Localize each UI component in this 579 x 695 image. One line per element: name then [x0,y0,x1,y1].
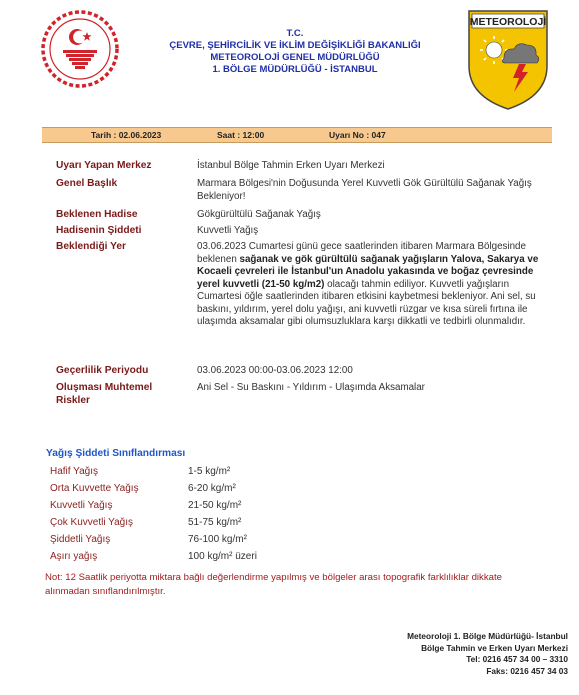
ministry-header [130,28,460,76]
footer-contact [407,631,568,677]
place-text-2: olacağı tahmin ediliyor. Kuvvetli yağışların Cumartesi öğle saatlerinden itibaren etkisini kaybetmesi bekleniyor. Ani sel, su baskını, yıldırım, yerel dolu yağışı, ani kuvvetli rüzgar ve kısa süreli fırtına ile ulaşımda aksamalar gibi olumsuzluklara karşı dikkatli ve tedbirli olunmalıdır. [197,278,536,327]
footer-fax: Faks: 0216 457 34 03 [486,665,568,676]
event-value: Gökgürültülü Sağanak Yağış [197,209,321,220]
class-name: Orta Kuvvette Yağış [50,483,139,494]
class-name: Şiddetli Yağış [50,534,111,545]
place-label: Beklendiği Yer [56,241,127,252]
center-value: İstanbul Bölge Tahmin Erken Uyarı Merkezi [197,160,385,171]
header-line-4: 1. BÖLGE MÜDÜRLÜĞÜ - İSTANBUL [212,64,378,75]
place-text-1: 03.06.2023 Cumartesi günü gece saatlerinden itibaren Marmara Bölgesinde beklenen [197,241,526,265]
classification-note: Not: 12 Saatlik periyotta miktara bağlı değerlendirme yapılmış ve bölgeler arası topografik farklılıklar dikkate alınmadan sınıflandırılmıştır. [45,572,502,597]
ministry-logo [41,10,119,88]
class-value: 76-100 kg/m² [188,534,247,545]
warning-time: Saat : 12:00 [217,130,265,140]
validity-label: Geçerlilik Periyodu [56,365,149,376]
meteoroloji-logo [466,8,550,112]
class-name: Hafif Yağış [50,466,98,477]
footer-line-2: Bölge Tahmin ve Erken Uyarı Merkezi [421,642,568,653]
class-value: 100 kg/m² üzeri [188,551,257,562]
severity-value: Kuvvetli Yağış [197,225,259,236]
warning-date: Tarih : 02.06.2023 [91,130,162,140]
severity-label: Hadisenin Şiddeti [56,225,142,236]
footer-phone: Tel: 0216 457 34 00 – 3310 [466,654,568,664]
class-value: 21-50 kg/m² [188,500,242,511]
center-label: Uyarı Yapan Merkez [56,160,152,171]
place-value [197,241,542,329]
place-bold: sağanak ve gök gürültülü sağanak yağışların Yalova, Sakarya ve Kocaeli çevreleri ile İstanbul'un Anadolu yakasında ve boğaz çevresinde yerel kuvvetli (21-50 kg/m2) [197,253,539,290]
class-name: Kuvvetli Yağış [50,500,113,511]
validity-value: 03.06.2023 00:00-03.06.2023 12:00 [197,365,353,376]
risks-value: Ani Sel - Su Baskını - Yıldırım - Ulaşımda Aksamalar [197,382,425,393]
class-name: Çok Kuvvetli Yağış [50,517,134,528]
warning-number: Uyarı No : 047 [329,130,386,140]
title-value: Marmara Bölgesi'nin Doğusunda Yerel Kuvvetli Gök Gürültülü Sağanak Yağış Bekleniyor! [197,178,532,202]
classification-title: Yağış Şiddeti Sınıflandırması [46,448,186,459]
header-line-1: T.C. [286,28,304,39]
footer-line-1: Meteoroloji 1. Bölge Müdürlüğü- İstanbul [407,631,568,641]
class-value: 6-20 kg/m² [188,483,236,494]
title-label: Genel Başlık [56,178,118,189]
header-line-2: ÇEVRE, ŞEHİRCİLİK VE İKLİM DEĞİŞİKLİĞİ BAKANLIĞI [169,40,421,51]
risks-label: Oluşması Muhtemel Riskler [56,382,153,406]
event-label: Beklenen Hadise [56,209,138,220]
header-line-3: METEOROLOJİ GENEL MÜDÜRLÜĞÜ [210,52,380,63]
class-value: 51-75 kg/m² [188,517,242,528]
class-name: Aşırı yağış [50,551,98,562]
class-value: 1-5 kg/m² [188,466,231,477]
logo-text: METEOROLOJİ [469,16,547,28]
warning-info-bar [42,127,552,143]
